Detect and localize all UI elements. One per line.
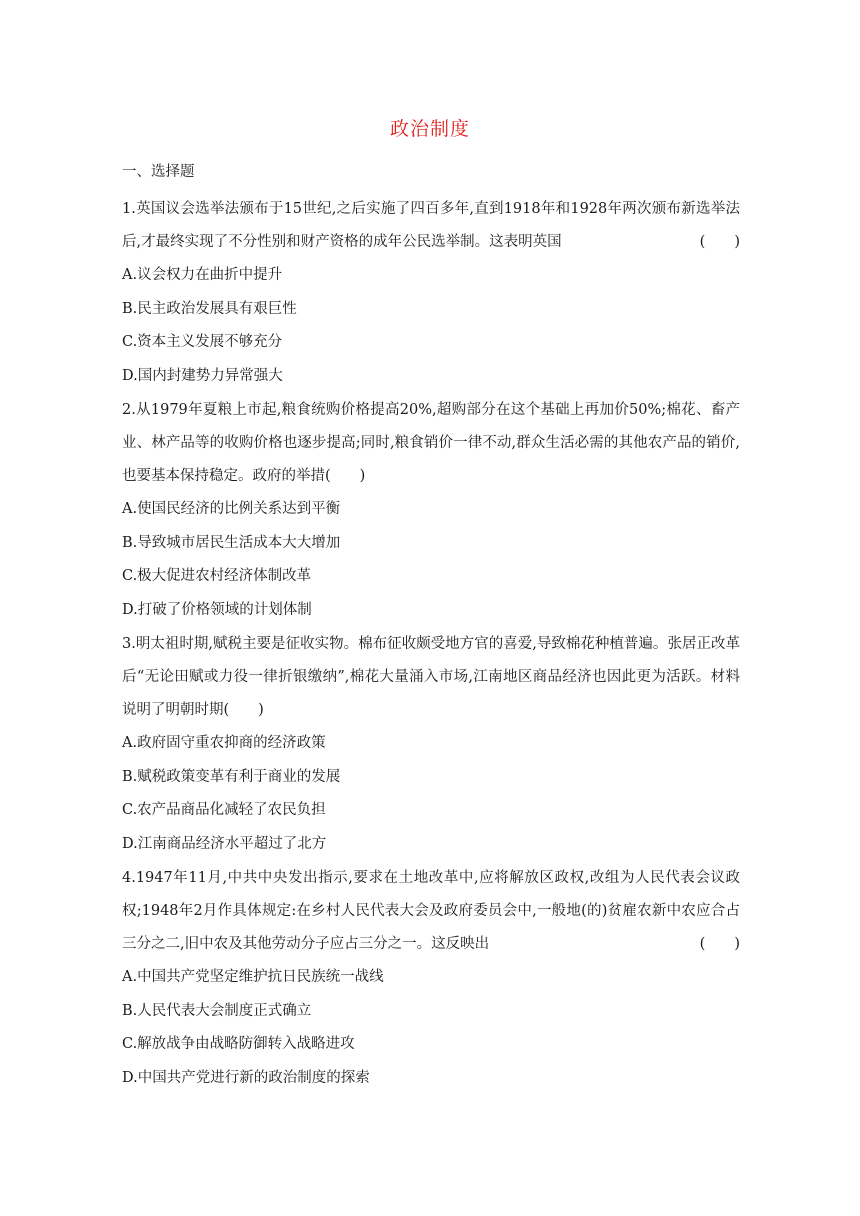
option-d: D.江南商品经济水平超过了北方 bbox=[122, 835, 327, 852]
option-b: B.民主政治发展具有艰巨性 bbox=[122, 300, 297, 317]
question-stem: 3.明太祖时期,赋税主要是征收实物。棉布征收颇受地方官的喜爱,导致棉花种植普遍。张居正改革后“无论田赋或力役一律折银缴纳”,棉花大量涌入市场,江南地区商品经济也因此更为活跃。材料说明了明朝时期( ) bbox=[122, 636, 740, 718]
question-stem: 4.1947年11月,中共中央发出指示,要求在土地改革中,应将解放区政权,改组为人民代表会议政权;1948年2月作具体规定:在乡村人民代表大会及政府委员会中,一般地(的)贫雇农新中农应合占三分之二,旧中农及其他劳动分子应占三分之一。这反映出 ( ) bbox=[122, 862, 740, 961]
answer-bracket: ( ) bbox=[699, 234, 740, 250]
question-4 bbox=[122, 862, 740, 1095]
option-a: A.政府固守重农抑商的经济政策 bbox=[122, 735, 326, 751]
question-stem: 2.从1979年夏粮上市起,粮食统购价格提高20%,超购部分在这个基础上再加价50%;棉花、畜产业、林产品等的收购价格也逐步提高;同时,粮食销价一律不动,群众生活必需的其他农产品的销价,也要基本保持稳定。政府的举措( ) bbox=[122, 402, 740, 484]
option-c: C.极大促进农村经济体制改革 bbox=[122, 568, 312, 584]
option-c: C.解放战争由战略防御转入战略进攻 bbox=[122, 1036, 355, 1052]
page-title: 政治制度 bbox=[389, 118, 470, 140]
option-c: C.农产品商品化减轻了农民负担 bbox=[122, 802, 326, 818]
option-b: B.人民代表大会制度正式确立 bbox=[122, 1002, 312, 1019]
option-b: B.导致城市居民生活成本大大增加 bbox=[122, 534, 341, 551]
option-d: D.国内封建势力异常强大 bbox=[122, 367, 283, 384]
option-a: A.议会权力在曲折中提升 bbox=[122, 267, 283, 283]
option-b: B.赋税政策变革有利于商业的发展 bbox=[122, 768, 341, 785]
question-3 bbox=[122, 628, 740, 861]
question-2 bbox=[122, 394, 740, 627]
answer-bracket: ( ) bbox=[699, 936, 740, 952]
option-a: A.中国共产党坚定维护抗日民族统一战线 bbox=[122, 969, 384, 985]
section-heading: 一、选择题 bbox=[122, 164, 195, 180]
option-d: D.中国共产党进行新的政治制度的探索 bbox=[122, 1069, 370, 1086]
question-list bbox=[122, 193, 740, 1095]
option-c: C.资本主义发展不够充分 bbox=[122, 334, 283, 350]
option-a: A.使国民经济的比例关系达到平衡 bbox=[122, 501, 341, 517]
question-1 bbox=[122, 193, 740, 393]
question-stem: 1.英国议会选举法颁布于15世纪,之后实施了四百多年,直到1918年和1928年两次颁布新选举法后,才最终实现了不分性别和财产资格的成年公民选举制。这表明英国 ( ) bbox=[122, 193, 740, 259]
option-d: D.打破了价格领域的计划体制 bbox=[122, 601, 312, 618]
